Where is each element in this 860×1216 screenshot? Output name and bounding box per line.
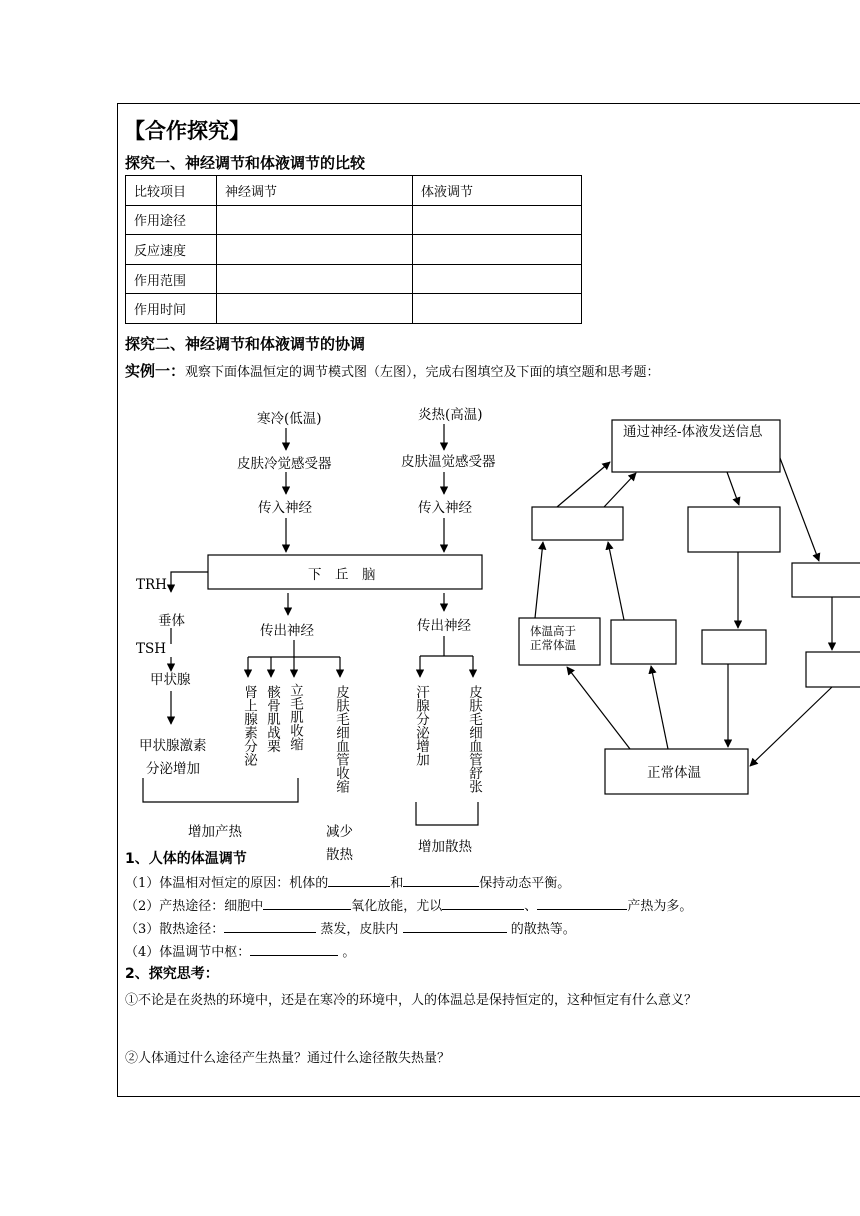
hot-receptor-label: 皮肤温觉感受器 bbox=[401, 454, 496, 470]
blank-box[interactable] bbox=[806, 652, 860, 687]
fill-blank[interactable] bbox=[403, 872, 479, 887]
q1-2b: 氧化放能，尤以 bbox=[351, 899, 443, 914]
signal-box-label: 通过神经-体液发送信息 bbox=[623, 424, 763, 440]
thyroxine-label-1: 甲状腺激素 bbox=[139, 738, 207, 754]
sweat-label: 汗腺分泌增加 bbox=[413, 685, 429, 766]
hypothalamus-label: 下 丘 脑 bbox=[308, 567, 376, 583]
shiver-label: 骸骨肌战栗 bbox=[264, 685, 280, 753]
q1-4a: （4）体温调节中枢： bbox=[125, 945, 251, 960]
less-loss-label-2: 散热 bbox=[326, 847, 353, 863]
cold-label: 寒冷(低温) bbox=[257, 411, 322, 427]
fill-blank[interactable] bbox=[224, 918, 316, 933]
arrow bbox=[780, 458, 819, 561]
q1-4b: 。 bbox=[342, 945, 356, 960]
vasoconstrict-label: 皮肤毛细血管收缩 bbox=[333, 685, 349, 793]
erector-label: 立毛肌收缩 bbox=[287, 683, 303, 751]
q1-3c: 的散热等。 bbox=[510, 922, 576, 937]
blank-box[interactable] bbox=[611, 620, 676, 664]
arrow bbox=[567, 667, 630, 749]
table-row-label: 反应速度 bbox=[126, 235, 217, 265]
q1-item2 bbox=[125, 895, 692, 914]
blank-box[interactable] bbox=[792, 563, 860, 597]
blank-box[interactable] bbox=[702, 630, 766, 664]
vasodilate-label: 皮肤毛细血管舒张 bbox=[466, 685, 482, 793]
q1-item4 bbox=[125, 941, 355, 960]
tsh-label: TSH bbox=[136, 641, 167, 657]
blank-box[interactable] bbox=[688, 507, 780, 552]
above-normal-label-1: 体温高于 bbox=[530, 624, 576, 638]
pituitary-label: 垂体 bbox=[158, 613, 185, 629]
bracket-more-loss bbox=[416, 802, 478, 825]
q1-item1 bbox=[125, 872, 570, 891]
thyroid-label: 甲状腺 bbox=[150, 672, 191, 688]
page-title: 【合作探究】 bbox=[124, 119, 250, 143]
afferent-nerve-right: 传入神经 bbox=[418, 500, 472, 516]
arrow bbox=[535, 542, 543, 618]
q1-item3 bbox=[125, 918, 576, 937]
section1-title: 探究一、神经调节和体液调节的比较 bbox=[125, 154, 366, 172]
fill-blank[interactable] bbox=[537, 895, 627, 910]
adrenal-label: 肾上腺素分泌 bbox=[241, 685, 257, 766]
thyroxine-label-2: 分泌增加 bbox=[146, 761, 200, 777]
fill-blank[interactable] bbox=[403, 918, 507, 933]
q2-1: ①不论是在炎热的环境中，还是在寒冷的环境中，人的体温总是保持恒定的，这种恒定有什么意义？ bbox=[125, 993, 698, 1008]
table-header-cell: 体液调节 bbox=[413, 176, 582, 206]
fill-blank[interactable] bbox=[328, 872, 390, 887]
more-heat-label: 增加产热 bbox=[188, 824, 242, 840]
fill-blank[interactable] bbox=[442, 895, 524, 910]
arrow bbox=[171, 572, 208, 592]
q1-1c: 保持动态平衡。 bbox=[479, 876, 571, 891]
q1-title: 1、人体的体温调节 bbox=[125, 851, 247, 867]
q1-1a: （1）体温相对恒定的原因：机体的 bbox=[125, 876, 329, 891]
q2-2: ②人体通过什么途径产生热量？通过什么途径散失热量？ bbox=[125, 1051, 451, 1066]
example-text: 观察下面体温恒定的调节模式图（左图），完成右图填空及下面的填空题和思考题： bbox=[185, 365, 660, 380]
fill-blank[interactable] bbox=[250, 941, 338, 956]
arrow bbox=[604, 473, 636, 507]
arrow bbox=[750, 687, 832, 766]
normal-temp-label: 正常体温 bbox=[647, 765, 701, 781]
efferent-nerve-left: 传出神经 bbox=[260, 623, 314, 639]
table-header-cell: 比较项目 bbox=[126, 176, 217, 206]
table-row-label: 作用范围 bbox=[126, 264, 217, 294]
blank-box[interactable] bbox=[532, 507, 623, 540]
table-row-label: 作用途径 bbox=[126, 205, 217, 235]
table-row-label: 作用时间 bbox=[126, 294, 217, 324]
trh-label: TRH bbox=[136, 577, 167, 593]
bracket-more-heat bbox=[143, 778, 298, 802]
hot-label: 炎热(高温) bbox=[418, 407, 483, 423]
q1-2d: 产热为多。 bbox=[627, 899, 693, 914]
q1-2c: 、 bbox=[524, 899, 538, 914]
table-header-cell: 神经调节 bbox=[217, 176, 413, 206]
efferent-nerve-right: 传出神经 bbox=[417, 618, 471, 634]
above-normal-label-2: 正常体温 bbox=[530, 638, 576, 652]
section2-title: 探究二、神经调节和体液调节的协调 bbox=[125, 335, 366, 353]
example-label: 实例一： bbox=[125, 362, 186, 380]
arrow bbox=[557, 462, 610, 507]
arrow bbox=[608, 542, 624, 620]
q1-3a: （3）散热途径： bbox=[125, 922, 225, 937]
afferent-nerve-left: 传入神经 bbox=[258, 500, 312, 516]
q1-2a: （2）产热途径：细胞中 bbox=[125, 899, 264, 914]
less-loss-label-1: 减少 bbox=[326, 824, 353, 840]
fill-blank[interactable] bbox=[263, 895, 351, 910]
q2-title: 2、探究思考： bbox=[125, 966, 219, 982]
more-loss-label: 增加散热 bbox=[418, 839, 472, 855]
q1-1b: 和 bbox=[390, 876, 404, 891]
arrow bbox=[727, 472, 739, 505]
arrow bbox=[651, 666, 668, 749]
cold-receptor-label: 皮肤冷觉感受器 bbox=[237, 456, 332, 472]
q1-3b: 蒸发，皮肤内 bbox=[320, 922, 399, 937]
